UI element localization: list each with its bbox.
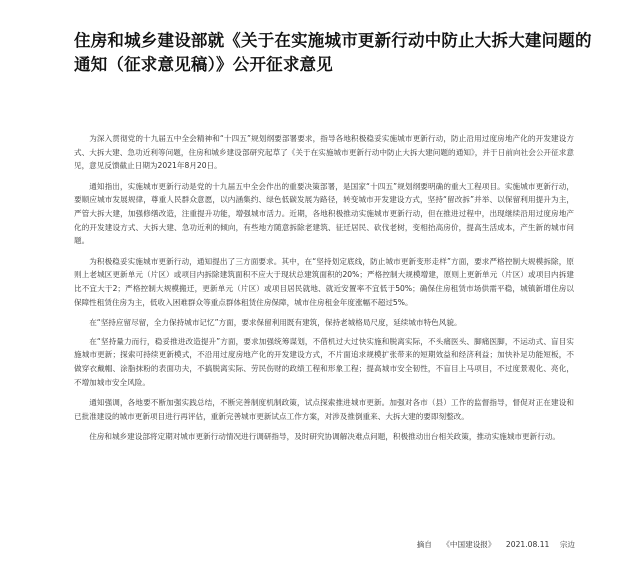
paragraph-notice-summary: 通知指出，实施城市更新行动是党的十九届五中全会作出的重要决策部署，是国家“十四五”规划纲要明确的重大工程项目。实施城市更新行动，要顺应城市发展规律，尊重人民群众意愿，以内涵集约、绿色低碳发展为路径，转变城市开发建设方式，坚持“留改拆”并举、以保留利用提升为主，严管大拆大建，加强修缮改造，注重提升功能，增强城市活力。近期，各地积极推动实施城市更新行动，但在推进过程中，出现继续沿用过度房地产化的开发建设方式、大拆大建、急功近利的倾向，有些地方随意拆除老建筑、征迁居民、砍伐老树，变相抬高房价，提高生活成本，产生新的城市问题。 — [74, 181, 574, 246]
paragraph-requirements: 为积极稳妥实施城市更新行动，通知提出了三方面要求。其中，在“坚持划定底线，防止城市更新变形走样”方面，要求严格控制大规模拆除，原则上老城区更新单元（片区）或项目内拆除建筑面积不应大于现状总建筑面积的20%；严格控制大规模增建，原则上更新单元（片区）或项目内拆建比不宜大于2；严格控制大规模搬迁，更新单元（片区）或项目居民就地、就近安置率不宜低于50%；确保住房租赁市场供需平稳，城镇新增住房以保障性租赁住房为主，低收入困难群众等重点群体租赁住房保障，城市住房租金年度涨幅不超过5%。 — [74, 256, 574, 307]
title-line-2: 通知（征求意见稿）》公开征求意见 — [74, 55, 333, 75]
article-title — [74, 29, 592, 77]
publish-date: 2021.08.11 — [505, 540, 550, 549]
paragraph-prudent-advance: 在“坚持量力而行，稳妥推进改造提升”方面，要求加强统筹谋划，不借机过大过快实施和脱离实际，不头痛医头、脚痛医脚，不运动式、盲目实施城市更新；探索可持续更新模式，不沿用过度房地产化的开发建设方式，不片面追求规模扩张带来的短期效益和经济利益；加快补足功能短板，不做穿衣戴帽、涂脂抹粉的表面功夫，不搞脱离实际、劳民伤财的政绩工程和形象工程；提高城市安全韧性，不盲目上马项目，不过度景观化、亮化，不增加城市安全风险。 — [74, 336, 574, 387]
paragraph-ministry-followup: 住房和城乡建设部将定期对城市更新行动情况进行调研指导，及时研究协调解决难点问题，积极推动出台相关政策，推动实施城市更新行动。 — [89, 432, 560, 442]
article-body — [74, 132, 574, 451]
title-line-1: 住房和城乡建设部就《关于在实施城市更新行动中防止大拆大建问题的 — [74, 31, 592, 51]
article-footer — [365, 539, 575, 550]
compiler-name: 宗边 — [559, 540, 575, 549]
source-name: 《中国建设报》 — [442, 540, 496, 549]
source-label: 摘自 — [416, 540, 432, 549]
paragraph-preservation: 在“坚持应留尽留，全力保持城市记忆”方面，要求保留利用既有建筑，保持老城格局尺度，延续城市特色风貌。 — [89, 318, 462, 328]
paragraph-emphasis: 通知强调，各地要不断加强实践总结，不断完善制度机制政策，试点探索推进城市更新。加强对各市（县）工作的监督指导，督促对正在建设和已批准建设的城市更新项目进行再评估，重新完善城市更新试点工作方案，对涉及推倒重来、大拆大建的要即刻整改。 — [74, 398, 574, 421]
paragraph-intro: 为深入贯彻党的十九届五中全会精神和“十四五”规划纲要部署要求，指导各地积极稳妥实施城市更新行动，防止沿用过度房地产化的开发建设方式、大拆大建、急功近利等问题，住房和城乡建设部研究起草了《关于在实施城市更新行动中防止大拆大建问题的通知》，并于日前向社会公开征求意见，意见反馈截止日期为2021年8月20日。 — [74, 134, 574, 171]
